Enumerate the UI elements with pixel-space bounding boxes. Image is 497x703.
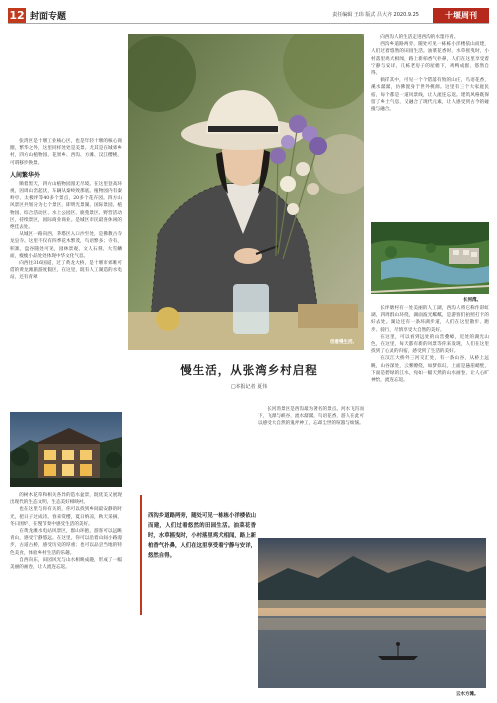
body-paragraph: 西沟乡道路两旁，随处可见一栋栋小洋楼依山而建，人们过着悠然的田园生活。油菜花香时，水草摇曳时，小村落里鸡犬相闻，路上新柏香气扑鼻，人们在这里享受着宁静与安详，几栋老房子的屋檐下，鸡鸭成群，悠然自得。 — [371, 42, 489, 77]
article-title: 慢生活，从张湾乡村启程 — [180, 363, 318, 377]
body-paragraph: 顺着黑天，四方山植物园漫无尽境。在这里登高环视，因周山峦起伏，车辆从秦岭致那底。植物园内有秦岭亭、太极坪等40多个景点，20多个花卉园。四方山风景区共划分为七个景区，即明光景湖、国际景园、植物园、综合活动区、水上公园区、鹿苑景区、野营活动区，持续景区，国际商业商业。是城区市民最喜休闲的绝佳去处。 — [10, 181, 122, 231]
editor-credits: 责任编辑 王玮 版式 吕大齐 2020.9.25 — [332, 12, 419, 18]
body-paragraph: 的树木花草和相关各异的造水盆景，既优美又展现出现代的生态文明，生态美好相映衬。 — [10, 493, 122, 506]
body-paragraph: 向西往316国道，过了黄龙大桥，是十堰市郊唯可借的黄龙滩旅游度假区，在这里，既有人工湖造的水电站，还有青翠 — [10, 261, 122, 281]
page-number: 12 — [9, 9, 25, 22]
subhead-heading: 人间繁华外 — [10, 171, 41, 179]
byline: □本报记者 夏伟 — [230, 384, 268, 390]
pullquote: 西沟乡道路两旁，随处可见一栋栋小洋楼依山而建，人们过着悠然的田园生活。油菜花香时，水草摇曳时，小村落里鸡犬相闻，路上新柏香气扑鼻，人们在这里享受着宁静与安详，悠然自得。 — [148, 513, 256, 559]
column-right-middle — [371, 305, 489, 532]
house-photo — [10, 412, 122, 487]
body-paragraph: 从城区一路向西，茅塔区入口沙至处，是佛教古寺龙皇寺。这里不仅有四季花木繁茂，鸟语繁多；寺有，积寨，盘谷随处可见，园林景观、文人石刻、大雪鳞面，瘦瘦小品处处体现中华文化气息。 — [10, 232, 122, 259]
body-paragraph: 自西向东，田园风光与山水相映成趣，形成了一幅美丽的画卷，让人流连忘返。 — [10, 557, 122, 571]
lake-photo-caption: 云水方滩。 — [456, 692, 479, 697]
body-paragraph: 倘徉其中，可见一个个错落有致的山庄，鸟语花香，溪水潺潺，仿佛置身于世外桃源。这里有三个大家庭民宿，每个都是一道风景线，让人流连忘返。建筑风格既保留了乡土气息，又融合了现代元素，让人感受到古今的碰撞与融合。 — [371, 78, 489, 113]
body-paragraph: 也在这里与你有关的，你可以找到乡间最安静的时光，把日子过成诗。春来赏樱，夏日纳凉，秋天采摘，冬日围炉，在慢节奏中感受生活的美好。 — [10, 507, 122, 527]
main-photo-caption: 创意慢生活。 — [330, 340, 357, 345]
misty-lake-photo — [258, 538, 486, 688]
article-title-block — [128, 362, 370, 390]
brand-badge: 十堰周刊 — [433, 8, 489, 23]
section-title: 封面专题 — [30, 12, 67, 22]
village-aerial-photo — [371, 222, 489, 294]
body-paragraph: 长河湾景区是西沟最为著名的景点。河水飞泻而下，飞瀑与峡谷，流水潺潺，鸟语花香，游人在此可以感受大自然的鬼斧神工，忘却尘世的喧嚣与烦恼。 — [258, 407, 364, 427]
column-right-top — [371, 34, 489, 214]
body-paragraph: 在这里，可以看到远处的山峦叠嶂，近处的湖光山色，在这里，每天都有新的风景等你来发现，人们在这里找到了心灵的归宿，感受到了生活的美好。 — [371, 334, 489, 355]
page-header — [8, 8, 489, 24]
intro-paragraph: 张湾区是十堰工业核心区，也是年轻十堰的核心商圈，繁华之外，这里同样处处是美景。尤其是在城郊乡村，四方山植物园、花果乡、西沟、方滩、汉江樱桃，可谓移步换景。 — [10, 139, 122, 166]
pullquote-accent-bar — [140, 495, 142, 615]
main-photo-woman-with-flowers — [128, 34, 364, 350]
column-left-bottom — [10, 492, 122, 698]
column-center — [258, 406, 364, 516]
body-paragraph: 在黄龙滩水电站风景区，群山环抱，游客可以远眺青山，感受宁静悠远。在这里，你可以沿着山间小路漫步，古道古桥，感受历史的厚重；也可以品尝当地的特色美食，体验乡村生活的乐趣。 — [10, 529, 122, 556]
body-paragraph: 长坪塘村有一处美丽的人工湖，西沟人将它称作彩虹湖，四周群山环绕，湖面波光粼粼，是游客们拍照打卡的好去处。湖边还有一条环湖步道，人们在这里散步、跑步、骑行，尽情享受大自然的美好。 — [371, 306, 489, 333]
body-paragraph: 在汉江大桥外三河交汇处，有一条山谷，从桥上远眺，山谷深处，云雾缭绕，如梦似幻。上面是悬崖峭壁，下面是碧绿的江水，宛如一幅天然的山水画卷，让人心旷神怡，流连忘返。 — [371, 356, 489, 384]
column-left-top — [10, 138, 122, 396]
village-photo-caption: 长河湾。 — [463, 298, 481, 303]
body-paragraph: 向西沟人的生活走进西沟的水墨丹青。 — [380, 35, 459, 40]
